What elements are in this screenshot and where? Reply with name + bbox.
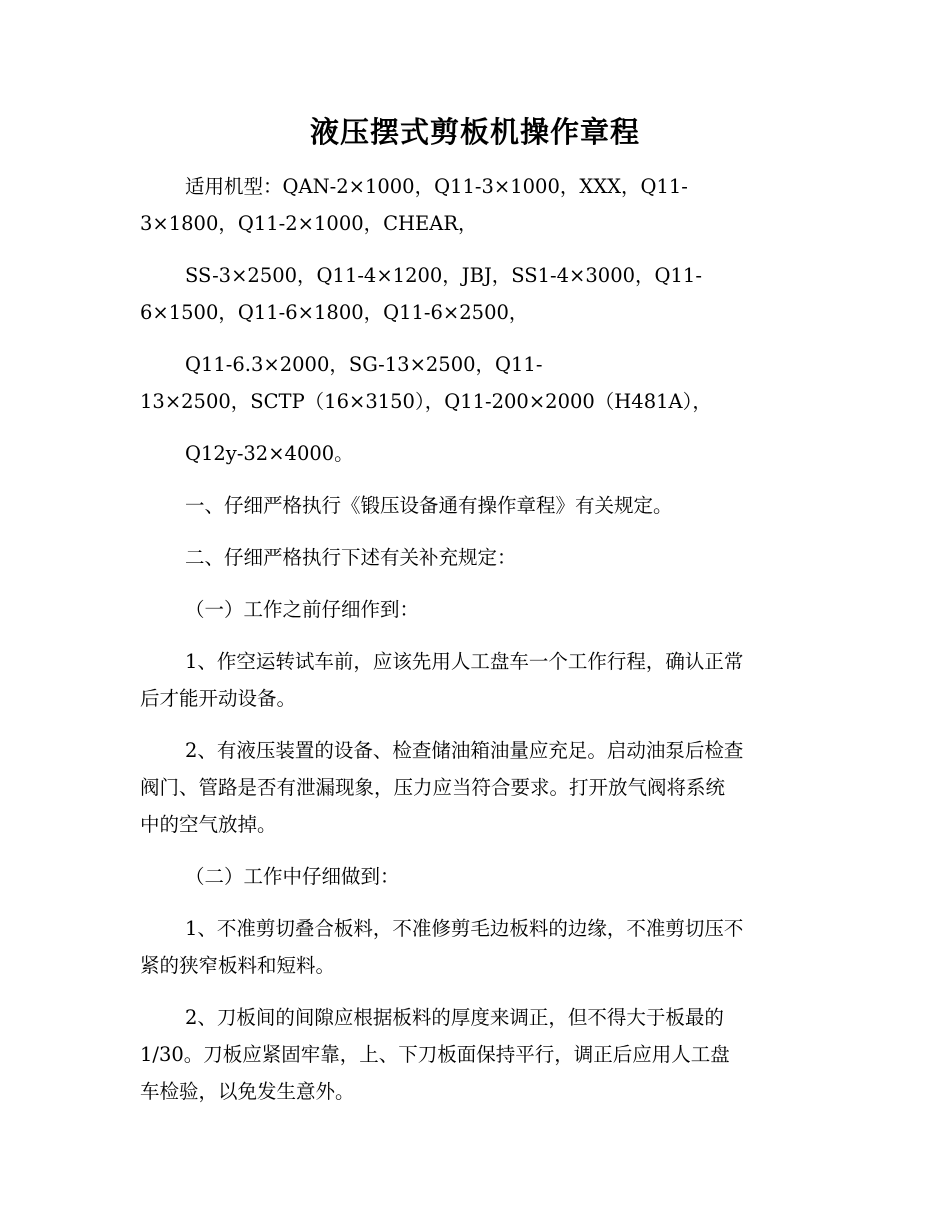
text-line: 一、仔细严格执行《锻压设备通有操作章程》有关规定。	[185, 494, 673, 517]
section-heading	[140, 487, 810, 524]
subsection-heading	[140, 858, 810, 895]
paragraph	[140, 168, 810, 242]
paragraph	[140, 435, 810, 472]
text-line: 1、作空运转试车前，应该先用人工盘车一个工作行程，确认正常	[185, 650, 744, 673]
text-line: SS-3×2500，Q11-4×1200，JBJ，SS1-4×3000，Q11-	[185, 264, 702, 287]
text-line: 1、不准剪切叠合板料，不准修剪毛边板料的边缘，不准剪切压不	[185, 917, 744, 940]
text-line: Q12y-32×4000。	[185, 442, 354, 465]
paragraph	[140, 732, 810, 843]
text-line: 后才能开动设备。	[140, 687, 297, 710]
paragraph	[140, 643, 810, 717]
paragraph	[140, 257, 810, 331]
text-line: 阀门、管路是否有泄漏现象，压力应当符合要求。打开放气阀将系统	[140, 776, 726, 799]
text-line: 1/30。刀板应紧固牢靠，上、下刀板面保持平行，调正后应用人工盘	[140, 1043, 730, 1066]
document-body	[140, 168, 810, 1125]
text-line: （一）工作之前仔细作到：	[185, 598, 420, 621]
text-line: 适用机型：QAN-2×1000，Q11-3×1000，XXX，Q11-	[185, 175, 688, 198]
text-line: Q11-6.3×2000，SG-13×2500，Q11-	[185, 353, 543, 376]
document-title: 液压摆式剪板机操作章程	[309, 115, 640, 149]
text-line: （二）工作中仔细做到：	[185, 865, 400, 888]
text-line: 3×1800，Q11-2×1000，CHEAR，	[140, 212, 478, 235]
text-line: 紧的狭窄板料和短料。	[140, 954, 336, 977]
paragraph	[140, 910, 810, 984]
text-line: 13×2500，SCTP（16×3150），Q11-200×2000（H481A），	[140, 390, 712, 413]
paragraph	[140, 346, 810, 420]
text-line: 中的空气放掉。	[140, 813, 277, 836]
text-line: 6×1500，Q11-6×1800，Q11-6×2500，	[140, 301, 529, 324]
text-line: 2、有液压装置的设备、检查储油箱油量应充足。启动油泵后检查	[185, 739, 744, 762]
text-line: 2、刀板间的间隙应根据板料的厚度来调正，但不得大于板最的	[185, 1006, 724, 1029]
subsection-heading	[140, 591, 810, 628]
section-heading	[140, 539, 810, 576]
text-line: 车检验，以免发生意外。	[140, 1080, 355, 1103]
text-line: 二、仔细严格执行下述有关补充规定：	[185, 546, 517, 569]
paragraph	[140, 999, 810, 1110]
